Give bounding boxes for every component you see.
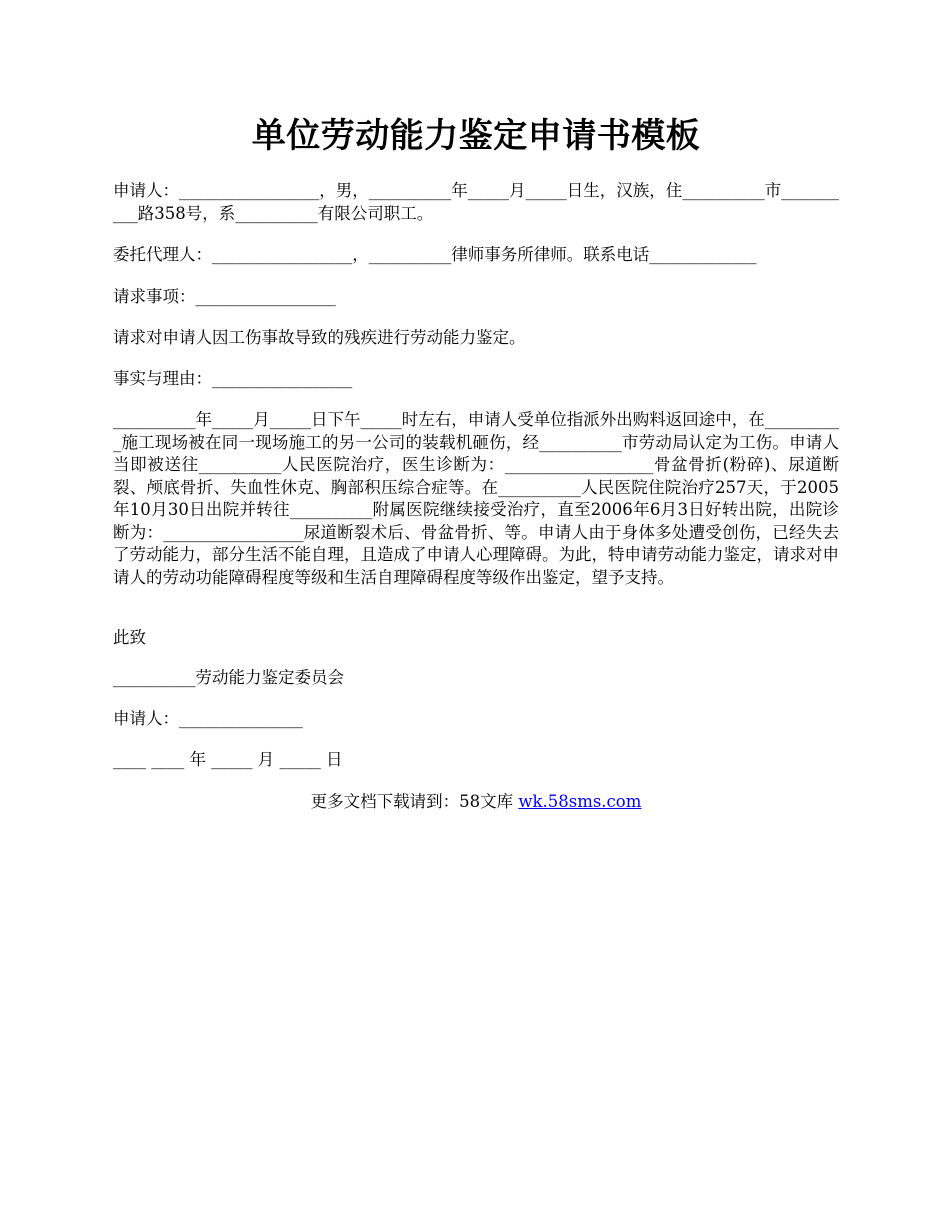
request-heading: 请求事项：_________________: [113, 287, 336, 306]
download-footer: [113, 791, 839, 813]
footer-text: 更多文档下载请到：58文库: [310, 792, 519, 811]
document-title: 单位劳动能力鉴定申请书模板: [251, 116, 701, 156]
footer-link[interactable]: wk.58sms.com: [518, 792, 642, 811]
facts-heading: 事实与理由：_________________: [113, 369, 353, 388]
agent-paragraph: 委托代理人：_________________，__________律师事务所律师。联系电话_____________: [113, 245, 757, 264]
applicant-paragraph: 申请人：_________________，男，__________年_____月_____日生，汉族，住__________市__________路358号，系__________有限公司职工。: [113, 181, 839, 223]
date-line: ____ ____ 年 _____ 月 _____ 日: [113, 750, 343, 769]
facts-paragraph: __________年_____月_____日下午_____时左右，申请人受单位指派外出购料返回途中，在__________施工现场被在同一现场施工的另一公司的装载机砸伤，经__________市劳动局认定为工伤。申请人当即被送往__________人民医院治疗，医生诊断为：__________________骨盆骨折(粉碎)、尿道断裂、颅底骨折、失血性休克、胸部积压综合症等。在__________人民医院住院治疗257天，于2005年10月30日出院并转往__________附属医院继续接受治疗，直至2006年6月3日好转出院，出院诊断为：_________________尿道断裂术后、骨盆骨折、等。申请人由于身体多处遭受创伤，已经失去了劳动能力，部分生活不能自理，且造成了申请人心理障碍。为此，特申请劳动能力鉴定，请求对申请人的劳动功能障碍程度等级和生活自理障碍程度等级作出鉴定，望予支持。: [113, 410, 839, 587]
closing-text: 此致: [113, 628, 146, 647]
signature-line: 申请人：_______________: [113, 709, 303, 728]
request-text: 请求对申请人因工伤事故导致的残疾进行劳动能力鉴定。: [113, 328, 526, 347]
recipient-line: __________劳动能力鉴定委员会: [113, 668, 344, 687]
